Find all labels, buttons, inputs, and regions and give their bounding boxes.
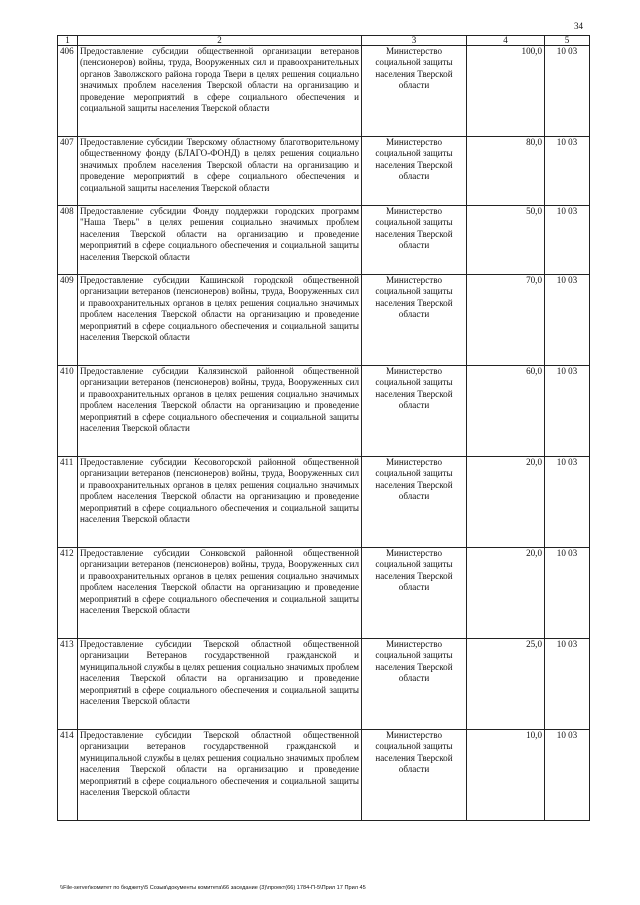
row-amount: 20,0 xyxy=(467,548,545,639)
table-row xyxy=(58,206,590,275)
row-ministry: Министерство социальной защиты населения Тверской области xyxy=(362,137,467,206)
row-ministry: Министерство социальной защиты населения Тверской области xyxy=(362,366,467,457)
table-row xyxy=(58,548,590,639)
row-number: 414 xyxy=(58,730,78,821)
row-amount: 60,0 xyxy=(467,366,545,457)
row-amount: 50,0 xyxy=(467,206,545,275)
row-code: 10 03 xyxy=(545,137,590,206)
row-ministry: Министерство социальной защиты населения Тверской области xyxy=(362,548,467,639)
file-path-footer: \\File-server\комитет по бюджету\5 Созыв\документы комитета\66 заседание (3)\проект(66) 1784-П-5\Прил 17 Прил 45 xyxy=(60,885,366,891)
table-row xyxy=(58,46,590,137)
row-number: 406 xyxy=(58,46,78,137)
row-description: Предоставление субсидии Сонковской районной общественной организации ветеранов (пенсионеров) войны, труда, Вооруженных сил и правоохранительных органов в целях решения социально значимых проблем населения Тверской области на организацию и проведение мероприятий в сфере социального обеспечения и социальной защиты населения Тверской области xyxy=(78,548,362,639)
row-number: 407 xyxy=(58,137,78,206)
row-code: 10 03 xyxy=(545,548,590,639)
table-row xyxy=(58,275,590,366)
row-description: Предоставление субсидии общественной организации ветеранов (пенсионеров) войны, труда, Вооруженных сил и правоохранительных органов Заволжского района города Твери в целях решения социально значимых проблем населения Тверской области на организацию и проведение мероприятий в сфере социального обеспечения и социальной защиты населения Тверской области xyxy=(78,46,362,137)
row-description: Предоставление субсидии Кесовогорской районной общественной организации ветеранов (пенсионеров) войны, труда, Вооруженных сил и правоохранительных органов в целях решения социально значимых проблем населения Тверской области на организацию и проведение мероприятий в сфере социального обеспечения и социальной защиты населения Тверской области xyxy=(78,457,362,548)
row-code: 10 03 xyxy=(545,206,590,275)
row-code: 10 03 xyxy=(545,46,590,137)
header-cell: 1 xyxy=(58,36,78,46)
row-description: Предоставление субсидии Калязинской районной общественной организации ветеранов (пенсионеров) войны, труда, Вооруженных сил и правоохранительных органов в целях решения социально значимых проблем населения Тверской области на организацию и проведение мероприятий в сфере социального обеспечения и социальной защиты населения Тверской области xyxy=(78,366,362,457)
table-row xyxy=(58,137,590,206)
page-number: 34 xyxy=(574,21,583,31)
row-code: 10 03 xyxy=(545,275,590,366)
row-ministry: Министерство социальной защиты населения Тверской области xyxy=(362,457,467,548)
table-row xyxy=(58,457,590,548)
header-cell: 4 xyxy=(467,36,545,46)
table-row xyxy=(58,730,590,821)
row-ministry: Министерство социальной защиты населения Тверской области xyxy=(362,206,467,275)
table-header-row xyxy=(58,36,590,46)
row-code: 10 03 xyxy=(545,730,590,821)
row-number: 409 xyxy=(58,275,78,366)
row-amount: 80,0 xyxy=(467,137,545,206)
row-amount: 20,0 xyxy=(467,457,545,548)
table-row xyxy=(58,366,590,457)
row-number: 408 xyxy=(58,206,78,275)
row-ministry: Министерство социальной защиты населения Тверской области xyxy=(362,46,467,137)
row-ministry: Министерство социальной защиты населения Тверской области xyxy=(362,730,467,821)
header-cell: 5 xyxy=(545,36,590,46)
row-amount: 70,0 xyxy=(467,275,545,366)
row-description: Предоставление субсидии Тверской областной общественной организации Ветеранов государственной гражданской и муниципальной службы в целях решения социально значимых проблем населения Тверской области на организацию и проведение мероприятий в сфере социального обеспечения и социальной защиты населения Тверской области xyxy=(78,639,362,730)
row-amount: 25,0 xyxy=(467,639,545,730)
row-description: Предоставление субсидии Фонду поддержки городских программ "Наша Тверь" в целях решения социально значимых проблем населения Тверской области на организацию и проведение мероприятий в сфере социального обеспечения и социальной защиты населения Тверской области xyxy=(78,206,362,275)
budget-table xyxy=(57,35,590,821)
row-number: 413 xyxy=(58,639,78,730)
row-amount: 10,0 xyxy=(467,730,545,821)
row-code: 10 03 xyxy=(545,457,590,548)
row-ministry: Министерство социальной защиты населения Тверской области xyxy=(362,639,467,730)
row-number: 410 xyxy=(58,366,78,457)
row-description: Предоставление субсидии Тверской областной общественной организации ветеранов государственной гражданской и муниципальной службы в целях решения социально значимых проблем населения Тверской области на организацию и проведение мероприятий в сфере социального обеспечения и социальной защиты населения Тверской области xyxy=(78,730,362,821)
row-code: 10 03 xyxy=(545,366,590,457)
row-description: Предоставление субсидии Кашинской городской общественной организации ветеранов (пенсионеров) войны, труда, Вооруженных сил и правоохранительных органов в целях решения социально значимых проблем населения Тверской области на организацию и проведение мероприятий в сфере социального обеспечения и социальной защиты населения Тверской области xyxy=(78,275,362,366)
row-ministry: Министерство социальной защиты населения Тверской области xyxy=(362,275,467,366)
table-row xyxy=(58,639,590,730)
header-cell: 3 xyxy=(362,36,467,46)
header-cell: 2 xyxy=(78,36,362,46)
row-amount: 100,0 xyxy=(467,46,545,137)
row-description: Предоставление субсидии Тверскому областному благотворительному общественному фонду (БЛАГО-ФОНД) в целях решения социально значимых проблем населения Тверской области на организацию и проведение мероприятий в сфере социального обеспечения и социальной защиты населения Тверской области xyxy=(78,137,362,206)
row-number: 411 xyxy=(58,457,78,548)
row-code: 10 03 xyxy=(545,639,590,730)
row-number: 412 xyxy=(58,548,78,639)
